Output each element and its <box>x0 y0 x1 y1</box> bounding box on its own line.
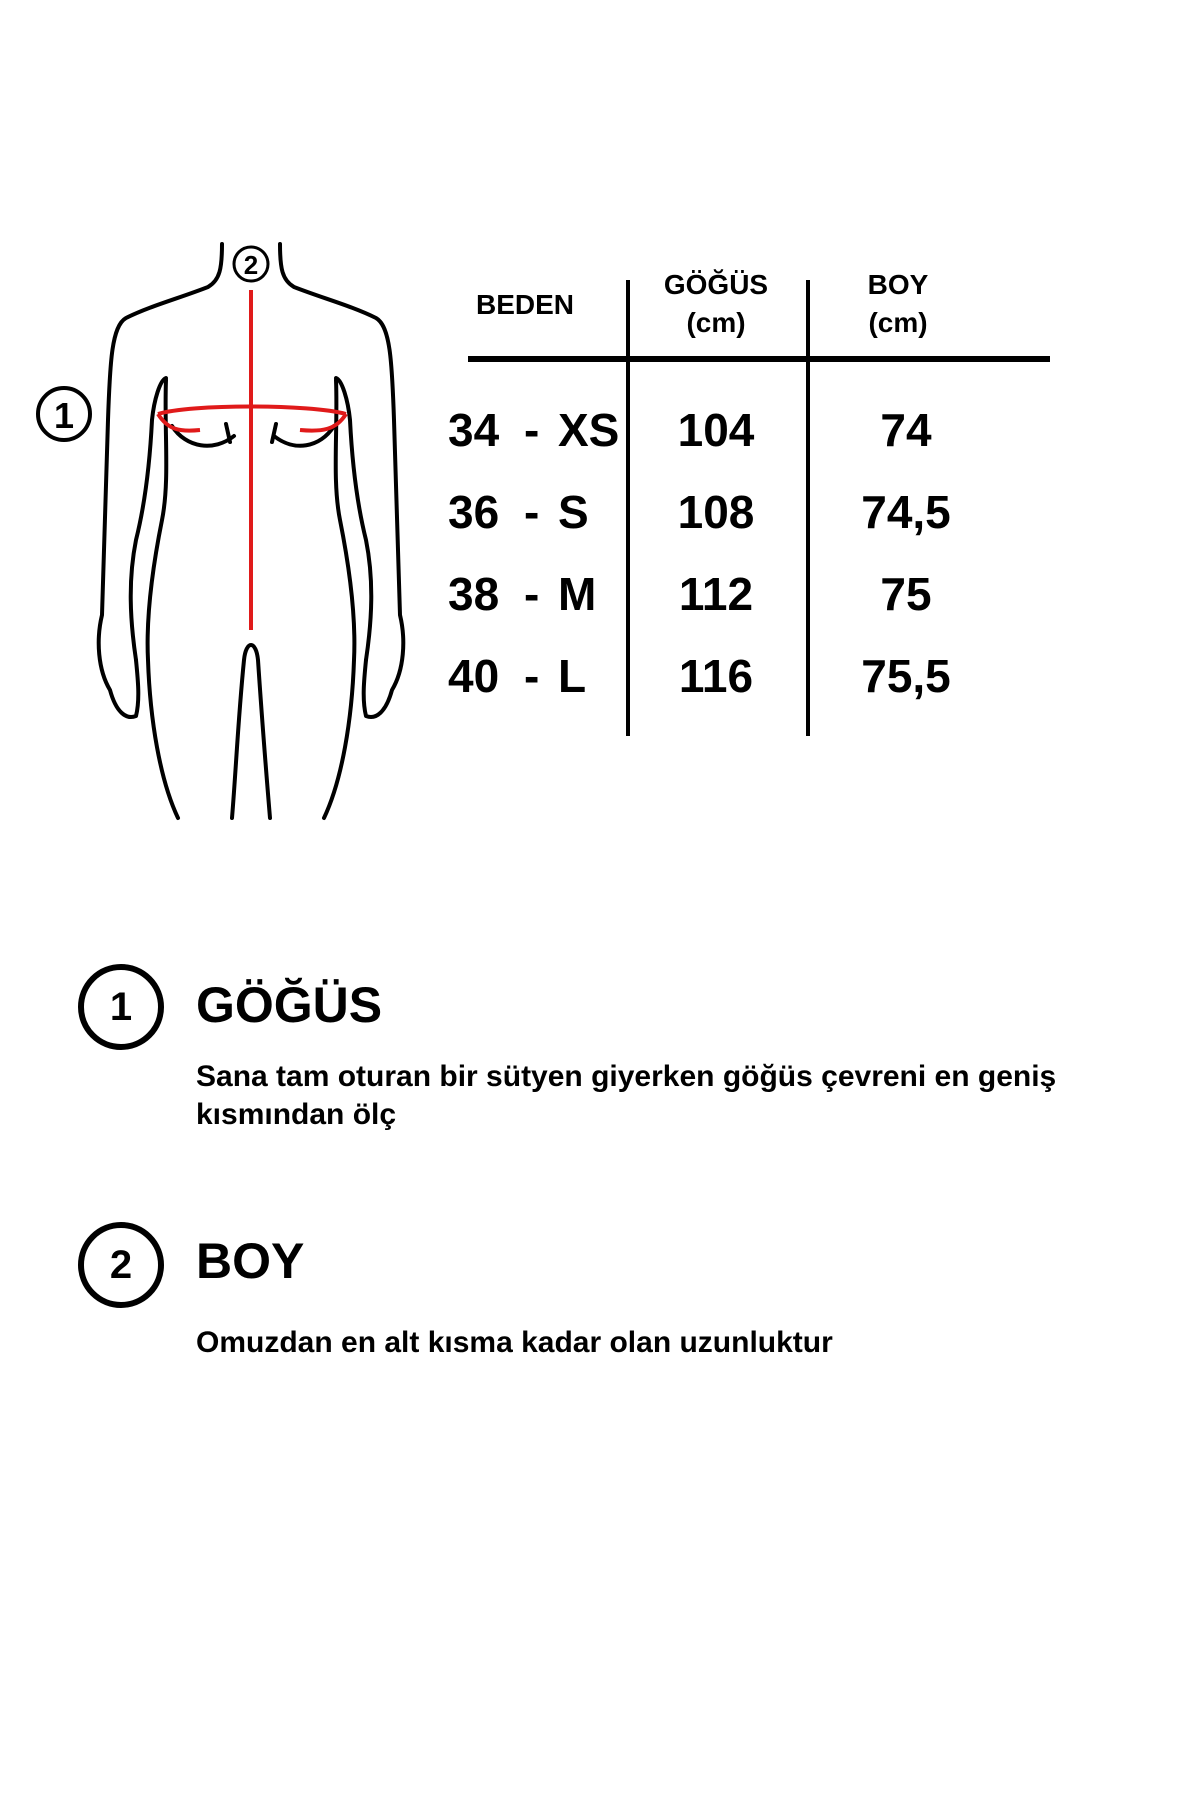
row-size-number: 34 <box>448 404 500 456</box>
row-size-letter: XS <box>558 404 620 456</box>
row-size-number: 40 <box>448 650 500 702</box>
row-chest-value: 112 <box>678 568 754 620</box>
row-size-number: 38 <box>448 568 500 620</box>
column-divider-1 <box>626 280 630 736</box>
row-size-letter: M <box>558 568 597 620</box>
row-size-separator: - <box>524 568 540 620</box>
header-length-unit: (cm) <box>868 307 928 338</box>
legend-item-chest <box>0 964 1200 1164</box>
row-size-number: 36 <box>448 486 500 538</box>
header-size: BEDEN <box>475 289 574 320</box>
row-length-value: 75,5 <box>861 650 951 702</box>
legend-title-length: BOY <box>196 1233 305 1289</box>
legend-marker-1: 1 <box>78 964 164 1050</box>
row-size-separator: - <box>524 486 540 538</box>
legend-item-length <box>0 1222 1200 1382</box>
legend-marker-2: 2 <box>78 1222 164 1308</box>
legend-desc-chest: Sana tam oturan bir sütyen giyerken göğüs çevreni en geniş kısmından ölç <box>196 1060 1057 1131</box>
column-divider-2 <box>806 280 810 736</box>
marker-chest-label: 1 <box>53 395 75 436</box>
legend-desc-length: Omuzdan en alt kısma kadar olan uzunluktur <box>196 1326 833 1359</box>
row-size-letter: S <box>558 486 589 538</box>
row-size-letter: L <box>558 650 587 702</box>
row-size-separator: - <box>524 650 540 702</box>
legend-title-chest: GÖĞÜS <box>196 977 383 1033</box>
row-chest-value: 116 <box>678 650 754 702</box>
row-length-value: 75 <box>880 568 932 620</box>
header-chest-unit: (cm) <box>686 307 746 338</box>
header-divider <box>468 356 1050 362</box>
row-length-value: 74 <box>880 404 932 456</box>
row-size-separator: - <box>524 404 540 456</box>
row-chest-value: 104 <box>677 404 755 456</box>
header-length: BOY <box>867 269 929 300</box>
marker-length-label: 2 <box>243 250 259 280</box>
row-chest-value: 108 <box>677 486 755 538</box>
row-length-value: 74,5 <box>861 486 951 538</box>
header-chest: GÖĞÜS <box>663 269 769 300</box>
